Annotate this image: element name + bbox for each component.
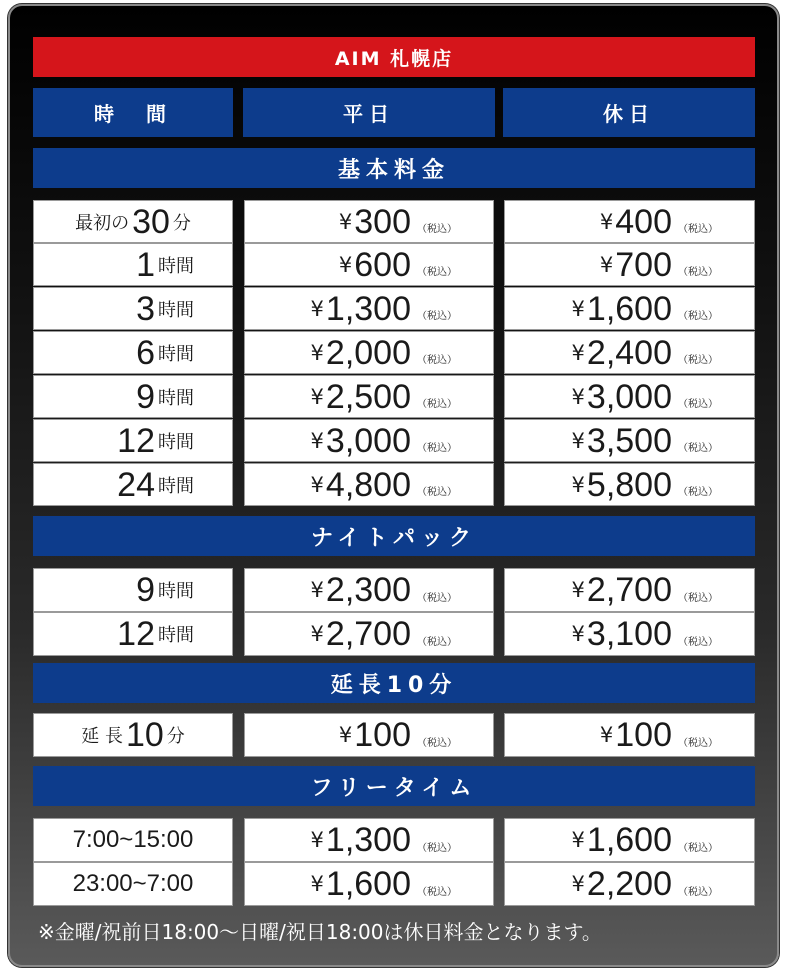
tax-label: （税込） xyxy=(678,443,718,454)
price-value: 2,200 xyxy=(586,865,672,903)
basic-weekday-cell xyxy=(244,243,494,286)
header-time: 時 間 xyxy=(33,88,233,137)
basic-weekday-cell xyxy=(244,200,494,243)
price-value: 400 xyxy=(615,202,672,241)
yen-sign: ¥ xyxy=(599,723,614,747)
basic-time-cell xyxy=(33,463,233,506)
time-prefix: 延 長 xyxy=(81,726,123,747)
yen-sign: ¥ xyxy=(310,296,324,321)
price-value: 2,700 xyxy=(586,571,672,609)
price-value: 1,600 xyxy=(325,865,411,903)
footnote: ※金曜/祝前日18:00～日曜/祝日18:00は休日料金となります。 xyxy=(38,920,602,944)
basic-weekday-cell xyxy=(244,463,494,506)
basic-time-cell xyxy=(33,375,233,418)
header-weekday: 平日 xyxy=(243,88,495,137)
time-number: 9 xyxy=(136,571,155,609)
basic-time-cell xyxy=(33,419,233,462)
tax-label: （税込） xyxy=(678,886,718,898)
basic-holiday-cell xyxy=(504,243,755,286)
yen-sign: ¥ xyxy=(310,872,324,896)
tax-label: （税込） xyxy=(678,355,718,366)
header-holiday: 休日 xyxy=(503,88,755,137)
price-value: 3,000 xyxy=(586,377,672,416)
yen-sign: ¥ xyxy=(310,622,324,646)
time-unit: 時間 xyxy=(158,625,194,646)
section-night-title: ナイトパック xyxy=(33,516,755,556)
night-weekday-cell xyxy=(244,568,494,612)
price-value: 700 xyxy=(615,245,672,284)
price-value: 2,700 xyxy=(325,615,411,653)
time-unit: 時間 xyxy=(158,475,194,497)
tax-label: （税込） xyxy=(417,636,457,648)
tax-label: （税込） xyxy=(417,311,457,322)
tax-label: （税込） xyxy=(678,399,718,410)
night-holiday-cell xyxy=(504,612,755,656)
time-unit: 時間 xyxy=(158,343,194,365)
yen-sign: ¥ xyxy=(310,428,324,453)
yen-sign: ¥ xyxy=(310,384,324,409)
price-value: 2,400 xyxy=(586,333,672,372)
night-holiday-cell xyxy=(504,568,755,612)
basic-holiday-cell xyxy=(504,200,755,243)
free-time-cell xyxy=(33,818,233,862)
price-value: 1,600 xyxy=(586,289,672,328)
yen-sign: ¥ xyxy=(571,578,585,602)
time-unit: 時間 xyxy=(158,255,194,277)
yen-sign: ¥ xyxy=(310,578,324,602)
yen-sign: ¥ xyxy=(310,472,324,497)
price-value: 100 xyxy=(615,716,672,754)
price-value: 3,100 xyxy=(586,615,672,653)
free-time-range: 7:00~15:00 xyxy=(72,826,194,853)
yen-sign: ¥ xyxy=(571,622,585,646)
tax-label: （税込） xyxy=(417,737,457,749)
tax-label: （税込） xyxy=(417,592,457,604)
yen-sign: ¥ xyxy=(338,723,353,747)
tax-label: （税込） xyxy=(417,487,457,498)
yen-sign: ¥ xyxy=(338,252,353,277)
tax-label: （税込） xyxy=(678,224,718,235)
time-unit: 時間 xyxy=(158,299,194,321)
price-value: 5,800 xyxy=(586,465,672,504)
price-value: 1,300 xyxy=(325,821,411,859)
time-prefix: 最初の xyxy=(75,212,130,234)
tax-label: （税込） xyxy=(417,224,457,235)
tax-label: （税込） xyxy=(678,311,718,322)
time-number: 24 xyxy=(117,465,155,504)
price-value: 600 xyxy=(354,245,411,284)
time-number: 6 xyxy=(136,333,155,372)
night-time-cell xyxy=(33,568,233,612)
yen-sign: ¥ xyxy=(571,872,585,896)
tax-label: （税込） xyxy=(678,487,718,498)
free-weekday-cell xyxy=(244,818,494,862)
price-value: 2,000 xyxy=(325,333,411,372)
basic-weekday-cell xyxy=(244,375,494,418)
section-extension-title: 延長10分 xyxy=(33,663,755,703)
yen-sign: ¥ xyxy=(571,340,585,365)
yen-sign: ¥ xyxy=(571,296,585,321)
store-title: AIM 札幌店 xyxy=(334,47,454,70)
tax-label: （税込） xyxy=(417,886,457,898)
yen-sign: ¥ xyxy=(571,472,585,497)
extension-weekday-cell xyxy=(244,713,494,757)
time-number: 10 xyxy=(125,716,164,754)
yen-sign: ¥ xyxy=(571,428,585,453)
time-number: 1 xyxy=(136,245,155,284)
yen-sign: ¥ xyxy=(599,252,614,277)
basic-time-cell xyxy=(33,287,233,330)
tax-label: （税込） xyxy=(417,267,457,278)
free-time-range: 23:00~7:00 xyxy=(72,870,194,897)
tax-label: （税込） xyxy=(417,842,457,854)
basic-holiday-cell xyxy=(504,463,755,506)
free-time-cell xyxy=(33,862,233,906)
yen-sign: ¥ xyxy=(310,340,324,365)
night-weekday-cell xyxy=(244,612,494,656)
price-value: 1,600 xyxy=(586,821,672,859)
tax-label: （税込） xyxy=(678,592,718,604)
basic-weekday-cell xyxy=(244,331,494,374)
price-value: 300 xyxy=(354,202,411,241)
tax-label: （税込） xyxy=(417,443,457,454)
basic-time-cell xyxy=(33,331,233,374)
store-title-bar xyxy=(33,37,755,77)
tax-label: （税込） xyxy=(678,267,718,278)
price-value: 4,800 xyxy=(325,465,411,504)
time-number: 9 xyxy=(136,377,155,416)
basic-weekday-cell xyxy=(244,287,494,330)
basic-holiday-cell xyxy=(504,375,755,418)
tax-label: （税込） xyxy=(678,737,718,749)
yen-sign: ¥ xyxy=(571,384,585,409)
time-unit: 分 xyxy=(172,212,191,234)
section-basic-title: 基本料金 xyxy=(33,148,755,188)
yen-sign: ¥ xyxy=(571,828,585,852)
basic-holiday-cell xyxy=(504,419,755,462)
time-number: 12 xyxy=(117,421,155,460)
time-number: 3 xyxy=(136,289,155,328)
basic-weekday-cell xyxy=(244,419,494,462)
time-number: 30 xyxy=(132,202,170,241)
basic-time-cell xyxy=(33,243,233,286)
tax-label: （税込） xyxy=(417,355,457,366)
basic-holiday-cell xyxy=(504,331,755,374)
price-value: 2,300 xyxy=(325,571,411,609)
yen-sign: ¥ xyxy=(338,209,353,234)
time-unit: 時間 xyxy=(158,431,194,453)
extension-time-cell xyxy=(33,713,233,757)
free-weekday-cell xyxy=(244,862,494,906)
extension-holiday-cell xyxy=(504,713,755,757)
free-holiday-cell xyxy=(504,818,755,862)
free-holiday-cell xyxy=(504,862,755,906)
yen-sign: ¥ xyxy=(310,828,324,852)
section-free-title: フリータイム xyxy=(33,766,755,806)
basic-time-cell xyxy=(33,200,233,243)
time-unit: 分 xyxy=(166,726,185,747)
price-value: 100 xyxy=(354,716,411,754)
time-unit: 時間 xyxy=(158,581,194,602)
price-value: 3,000 xyxy=(325,421,411,460)
tax-label: （税込） xyxy=(678,842,718,854)
yen-sign: ¥ xyxy=(599,209,614,234)
time-unit: 時間 xyxy=(158,387,194,409)
night-time-cell xyxy=(33,612,233,656)
tax-label: （税込） xyxy=(417,399,457,410)
price-value: 2,500 xyxy=(325,377,411,416)
time-number: 12 xyxy=(117,615,155,653)
basic-holiday-cell xyxy=(504,287,755,330)
price-value: 3,500 xyxy=(586,421,672,460)
tax-label: （税込） xyxy=(678,636,718,648)
price-value: 1,300 xyxy=(325,289,411,328)
